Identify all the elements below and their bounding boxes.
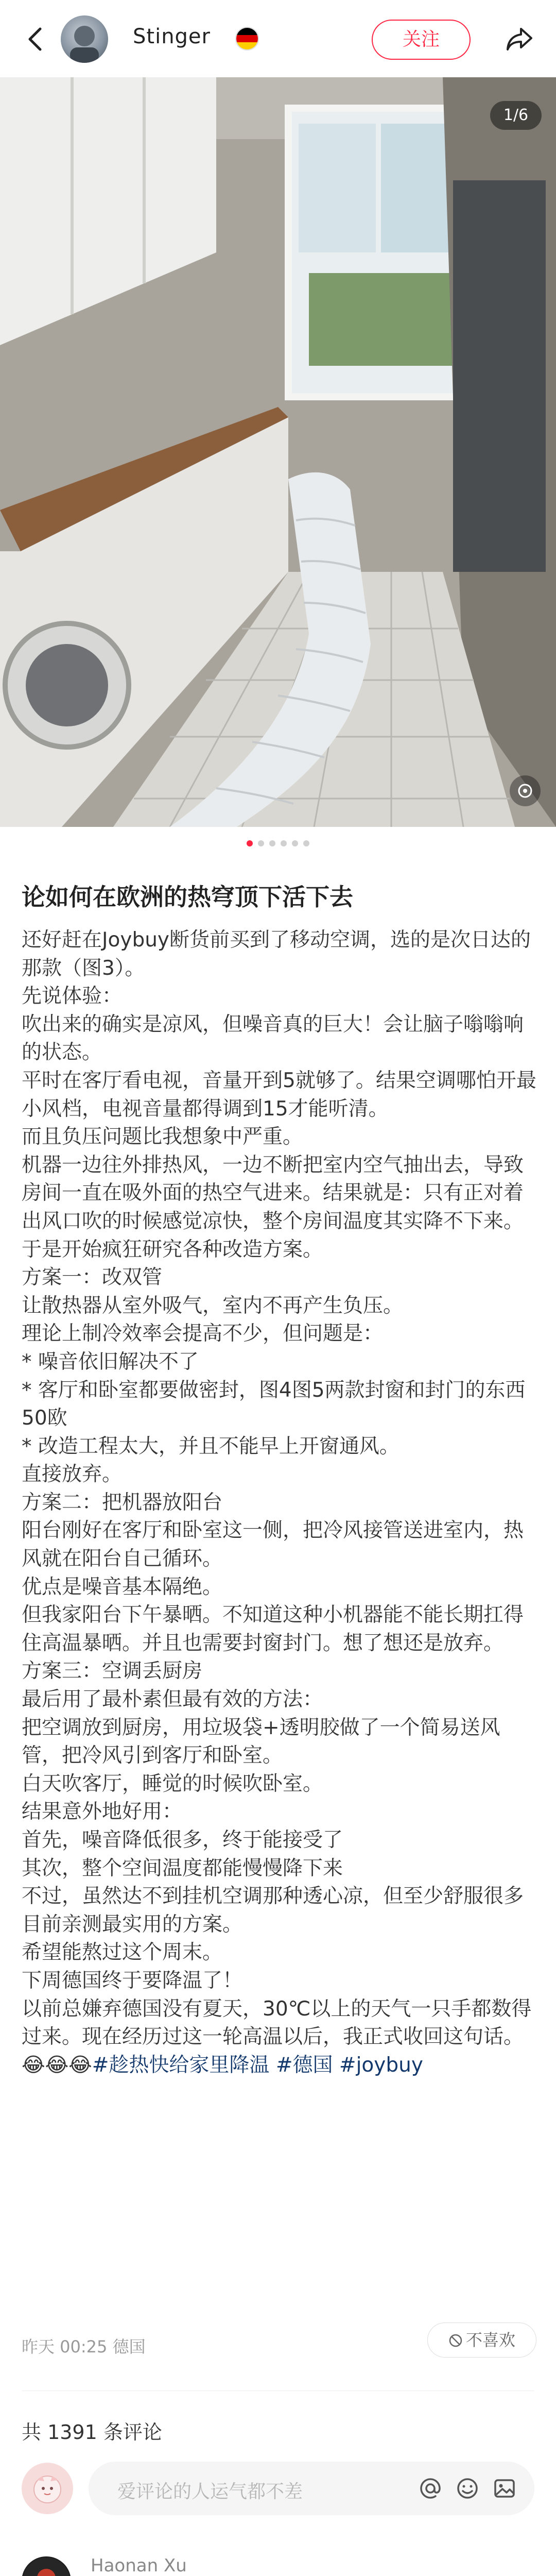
post-paragraph: 让散热器从室外吸气，室内不再产生负压。 — [22, 1294, 404, 1317]
post-paragraph: 最后用了最朴素但最有效的方法： — [22, 1688, 323, 1711]
post-header — [0, 0, 556, 77]
avatar-image — [22, 2463, 73, 2514]
post-paragraph: 白天吹客厅，睡觉的时候吹卧室。 — [22, 1772, 323, 1795]
back-arrow-icon[interactable] — [21, 24, 51, 55]
avatar-image — [22, 2556, 71, 2576]
carousel-dot[interactable] — [281, 840, 287, 846]
image-icon[interactable] — [492, 2476, 517, 2501]
post-paragraph: 机器一边往外排热风，一边不断把室内空气抽出去，导致房间一直在吸外面的热空气进来。结果就是：只有正对着出风口吹的时候感觉凉快，整个房间温度其实降不下来。 — [22, 1153, 524, 1233]
emoji-sticker-icon: 😂😂😂 — [22, 2053, 92, 2077]
carousel-dot[interactable] — [247, 840, 253, 846]
kitchen-photo — [0, 77, 556, 827]
post-paragraph: 吹出来的确实是凉风，但噪音真的巨大！会让脑子嗡嗡响的状态。 — [22, 1012, 524, 1064]
post-paragraph-last — [22, 1995, 536, 2080]
comment-input[interactable] — [89, 2462, 534, 2515]
post-paragraph: 希望能熬过这个周末。 — [22, 1941, 223, 1964]
at-mention-icon[interactable] — [418, 2476, 443, 2501]
author-avatar[interactable] — [61, 15, 108, 63]
hashtag-link[interactable]: #joybuy — [339, 2053, 423, 2077]
post-paragraph: 于是开始疯狂研究各种改造方案。 — [22, 1238, 323, 1261]
post-paragraph: * 噪音依旧解决不了 — [22, 1350, 199, 1374]
hashtag-link[interactable]: #趁热快给家里降温 — [92, 2053, 270, 2077]
post-paragraph: 方案二：把机器放阳台 — [22, 1490, 223, 1514]
post-paragraph: 方案三：空调丢厨房 — [22, 1659, 203, 1683]
commenter-avatar[interactable] — [22, 2556, 71, 2576]
share-icon[interactable] — [503, 23, 536, 56]
post-paragraph: 不过，虽然达不到挂机空调那种透心凉，但至少舒服很多 — [22, 1885, 524, 1908]
post-paragraph: 优点是噪音基本隔绝。 — [22, 1575, 223, 1599]
comment-count: 共 1391 条评论 — [22, 2421, 162, 2444]
post-paragraph: 目前亲测最实用的方案。 — [22, 1912, 243, 1936]
author-username[interactable]: Stinger — [133, 25, 211, 48]
post-photo-carousel[interactable] — [0, 77, 556, 827]
emoji-icon[interactable] — [455, 2476, 480, 2501]
germany-flag-icon — [235, 27, 259, 50]
photo-counter: 1/6 — [490, 101, 542, 130]
post-timestamp-location: 昨天 00:25 德国 — [22, 2337, 146, 2357]
post-paragraph: * 客厅和卧室都要做密封，图4图5两款封窗和封门的东西50欧 — [22, 1378, 526, 1430]
avatar-image — [61, 15, 108, 63]
post-paragraph: 方案一：改双管 — [22, 1266, 163, 1290]
carousel-dot[interactable] — [292, 840, 298, 846]
post-paragraph: 但我家阳台下午暴晒。不知道这种小机器能不能长期扛得住高温暴晒。并且也需要封窗封门。想了想还是放弃。 — [22, 1603, 524, 1655]
post-paragraph: 结果意外地好用： — [22, 1800, 183, 1824]
live-photo-icon[interactable] — [510, 775, 541, 806]
current-user-avatar — [22, 2463, 73, 2514]
hashtag-link[interactable]: #德国 — [275, 2053, 333, 2077]
carousel-dot[interactable] — [258, 840, 264, 846]
post-paragraph: 而且负压问题比我想象中严重。 — [22, 1125, 303, 1149]
carousel-dot[interactable] — [303, 840, 309, 846]
post-paragraph: 其次，整个空间温度都能慢慢降下来 — [22, 1856, 343, 1880]
post-paragraph: 首先，噪音降低很多，终于能接受了 — [22, 1828, 343, 1852]
post-paragraph: 下周德国终于要降温了！ — [22, 1969, 243, 1992]
commenter-name[interactable]: Haonan Xu — [91, 2555, 187, 2576]
post-paragraph: 先说体验： — [22, 985, 123, 1008]
post-title: 论如何在欧洲的热穹顶下活下去 — [22, 883, 353, 911]
post-paragraph: * 改造工程太大，并且不能早上开窗通风。 — [22, 1434, 399, 1458]
post-paragraph: 理论上制冷效率会提高不少，但问题是： — [22, 1322, 384, 1346]
post-paragraph: 平时在客厅看电视，音量开到5就够了。结果空调哪怕开最小风档，电视音量都得调到15才能听清。 — [22, 1069, 536, 1121]
carousel-dot[interactable] — [269, 840, 275, 846]
post-paragraph: 还好赶在Joybuy断货前买到了移动空调，选的是次日达的那款（图3）。 — [22, 928, 531, 980]
dislike-label: 不喜欢 — [465, 2330, 515, 2350]
comment-input-placeholder: 爱评论的人运气都不差 — [117, 2481, 303, 2502]
post-paragraph: 直接放弃。 — [22, 1463, 123, 1486]
post-paragraph: 阳台刚好在客厅和卧室这一侧，把冷风接管送进室内，热风就在阳台自己循环。 — [22, 1519, 524, 1571]
post-paragraph-text: 以前总嫌弃德国没有夏天，30℃以上的天气一只手都数得过来。现在经历过这一轮高温以后，我正式收回这句话。 — [22, 1997, 532, 2049]
post-body — [22, 926, 536, 2079]
dislike-button[interactable] — [427, 2323, 536, 2358]
post-paragraph: 把空调放到厨房，用垃圾袋+透明胶做了一个简易送风管，把冷风引到客厅和卧室。 — [22, 1716, 500, 1768]
follow-button[interactable]: 关注 — [372, 20, 471, 60]
carousel-indicator — [0, 839, 556, 849]
dislike-icon — [448, 2333, 463, 2348]
